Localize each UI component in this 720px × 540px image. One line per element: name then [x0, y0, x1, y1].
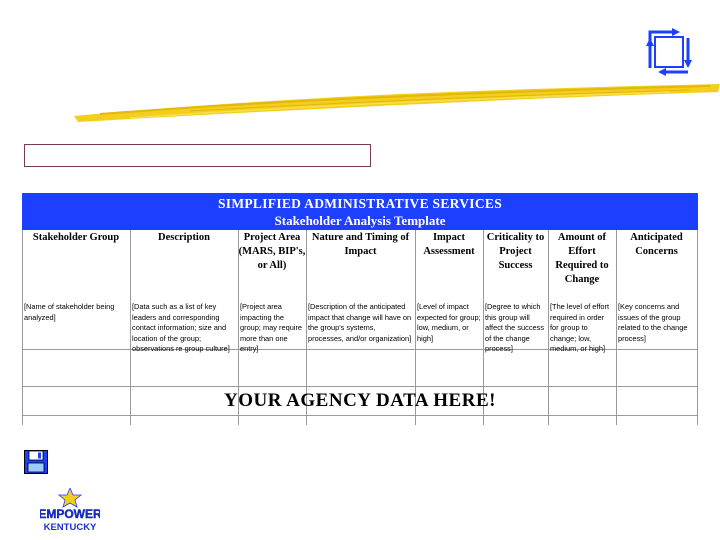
yellow-brush-stroke [70, 78, 720, 128]
template-banner [22, 193, 698, 230]
floppy-disk-icon[interactable] [24, 450, 48, 474]
column-header-effort: Amount of Effort Required to Change [555, 232, 609, 285]
column-header-concerns: Anticipated Concerns [630, 232, 683, 257]
cell-project-area: [Project area impacting the group; may require more than one entry] [240, 302, 303, 353]
cell-description: [Data such as a list of key leaders and corresponding contact information; size and location of the group; observations re group culture] [132, 302, 230, 353]
cell-nature-timing: [Description of the anticipated impact that change will have on the group's systems, processes, and/or organization] [308, 302, 412, 343]
column-header-nature-timing: Nature and Timing of Impact [311, 232, 410, 257]
column-header-description: Description [158, 232, 210, 243]
column-header-project-area: Project Area (MARS, BIP's, or All) [238, 232, 306, 271]
empower-kentucky-logo [40, 488, 100, 534]
slide-title-box[interactable] [24, 144, 371, 167]
column-header-criticality: Criticality to Project Success [486, 232, 545, 271]
logo-line1: EMPOWER [40, 507, 100, 521]
cell-effort: [The level of effort required in order for group to change; low, medium, or high] [550, 302, 610, 353]
cell-concerns: [Key concerns and issues of the group related to the change process] [618, 302, 688, 343]
template-banner-subtitle: Stakeholder Analysis Template [274, 213, 446, 228]
cycle-arrows-icon[interactable] [644, 28, 694, 76]
agency-data-placeholder: YOUR AGENCY DATA HERE! [224, 390, 496, 411]
logo-line2: KENTUCKY [43, 522, 97, 533]
cell-criticality: [Degree to which this group will affect the success of the change process] [485, 302, 545, 353]
cell-stakeholder-group: [Name of stakeholder being analyzed] [24, 302, 115, 322]
template-banner-title: SIMPLIFIED ADMINISTRATIVE SERVICES [217, 196, 503, 211]
column-header-stakeholder-group: Stakeholder Group [32, 232, 120, 243]
column-header-impact-assessment: Impact Assessment [423, 232, 475, 257]
cell-impact-assessment: [Level of impact expected for group; low, medium, or high] [417, 302, 481, 343]
stakeholder-template-table [22, 193, 698, 425]
